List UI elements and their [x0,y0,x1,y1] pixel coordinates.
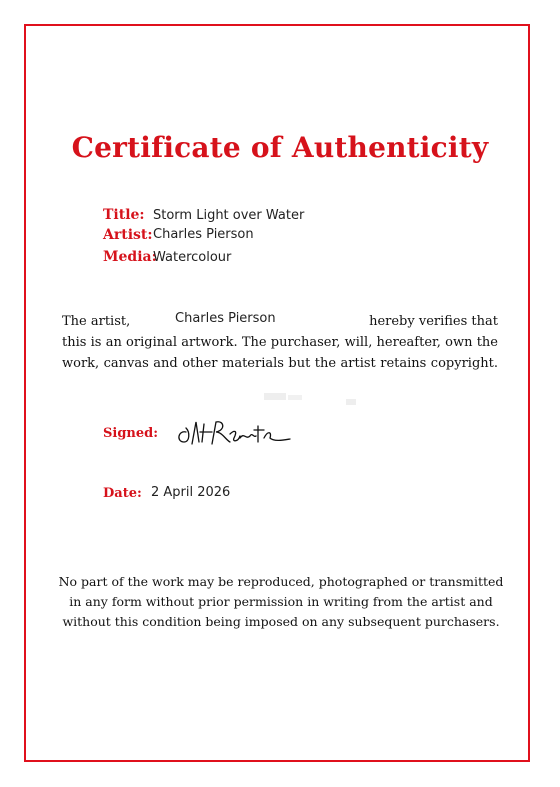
date-label: Date: [103,486,142,501]
verification-line-2: this is an original artwork. The purchaser, will, hereafter, own the [62,335,498,350]
copyright-line-1: No part of the work may be reproduced, photographed or transmitted [58,574,504,589]
title-value: Storm Light over Water [153,208,305,223]
title-label: Title: [103,207,145,223]
media-label: Media: [103,249,157,265]
verification-line-3: work, canvas and other materials but the artist retains copyright. [62,356,498,371]
copyright-notice [58,572,504,632]
media-value: Watercolour [153,250,232,265]
verification-line-1 [62,311,498,332]
artist-label: Artist: [103,227,153,243]
handwritten-signature [172,418,292,452]
verification-prefix: The artist, [62,314,131,329]
date-value: 2 April 2026 [151,485,231,500]
signed-label: Signed: [103,426,159,441]
faint-stamp-mark [262,389,362,411]
verification-suffix: hereby verifies that [369,314,498,329]
verification-paragraph [62,311,498,374]
certificate-title: Certificate of Authenticity [71,131,489,164]
copyright-line-3: without this condition being imposed on any subsequent purchasers. [62,614,500,629]
copyright-line-2: in any form without prior permission in writing from the artist and [69,594,493,609]
artist-value: Charles Pierson [153,227,254,242]
verification-artist-name: Charles Pierson [175,311,276,326]
